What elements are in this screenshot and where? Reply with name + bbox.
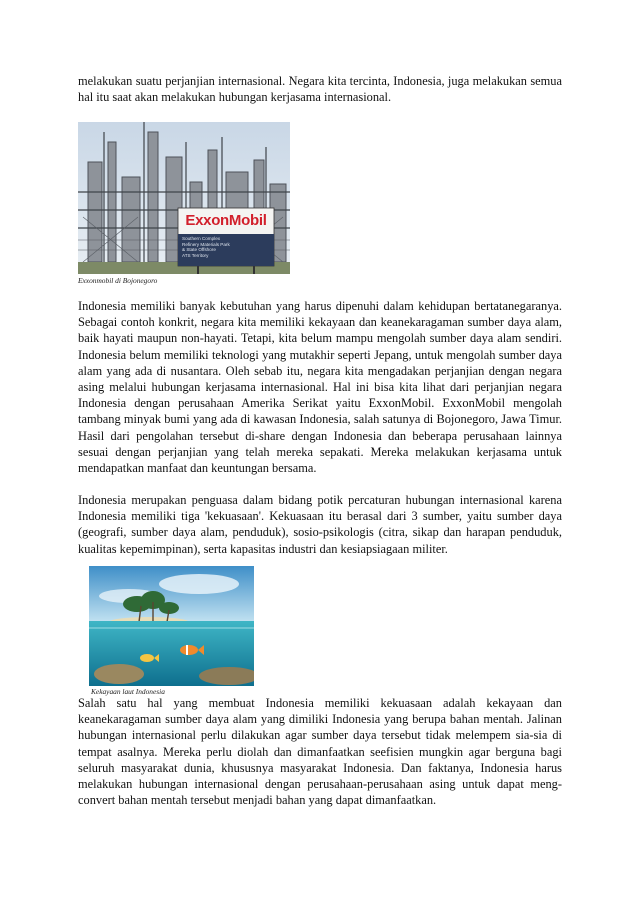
paragraph-kekuasaan: Indonesia merupakan penguasa dalam bidang potik percaturan hubungan internasional karena Indonesia memiliki tiga 'kekuasaan'. Kekuasaan itu berasal dari 3 sumber, yaitu sumber daya (geografi, sumber daya alam, penduduk), sosio-psikologis (citra, sikap dan harapan penduduk, kualitas kepemimpinan), serta kapasitas industri dan kesiapsiagaan militer. [78,493,562,556]
figure-caption-refinery: Exxonmobil di Bojonegoro [78,276,158,285]
sign-text: Southern Complex Refinery Materials Park & State Offshore ATS Territory [182,236,230,258]
figure-caption-sea: Kekayaan laut Indonesia [91,687,165,696]
exxonmobil-logo: ExxonMobil [185,212,267,229]
paragraph-intro: melakukan suatu perjanjian internasional. Negara kita tercinta, Indonesia, juga melakukan semua hal itu saat akan melakukan hubungan kerjasama internasional. [78,74,562,105]
paragraph-exxonmobil-text: Indonesia memiliki banyak kebutuhan yang harus dipenuhi dalam kehidupan bertatanegaranya. Sebagai contoh konkrit, negara kita memiliki kekayaan dan keanekaragaman sumber daya alam, baik hayati maupun non-hayati. Tetapi, kita belum mampu mengolah sumber daya alam sendiri. Indonesia belum memiliki teknologi yang mutakhir seperti Jepang, untuk mengolah sumber daya alam yang ada di nusantara. Oleh sebab itu, negara kita mengadakan perjanjian dengan negara asing melalui hubungan kerjasama internasional. Hal ini bisa kita lihat dari perjanjian negara Indonesia dengan perusahaan Amerika Serikat yaitu ExxonMobil. ExxonMobil mengolah tambang minyak bumi yang ada di kawasan Indonesia, salah satunya di Bojonegoro, Jawa Timur. Hasil dari pengolahan tersebut di-share dengan Indonesia dan beberapa perusahaan lainnya sesuai dengan perjanjian yang telah mereka sepakati. Mereka melakukan kerjasama untuk mendapatkan manfaat dan keuntungan bersama. [78,299,562,476]
paragraph-exxonmobil [78,298,562,476]
sea-photo [89,566,254,686]
paragraph-bahan-mentah: Salah satu hal yang membuat Indonesia memiliki kekuasaan adalah kekayaan dan keanekaragaman sumber daya alam yang dimiliki Indonesia yang berupa bahan mentah. Jalinan hubungan internasional perlu dilakukan agar sumber daya tersebut tidak melempem sia-sia di tempat asalnya. Mereka perlu diolah dan dimanfaatkan seefisien mungkin agar berguna bagi seluruh masyarakat dunia, khususnya masyarakat Indonesia. Dan faktanya, Indonesia harus melakukan hubungan internasional dengan perusahaan-perusahaan asing untuk dapat meng-convert bahan mentah tersebut menjadi bahan yang dapat dimanfaatkan. [78,696,562,808]
